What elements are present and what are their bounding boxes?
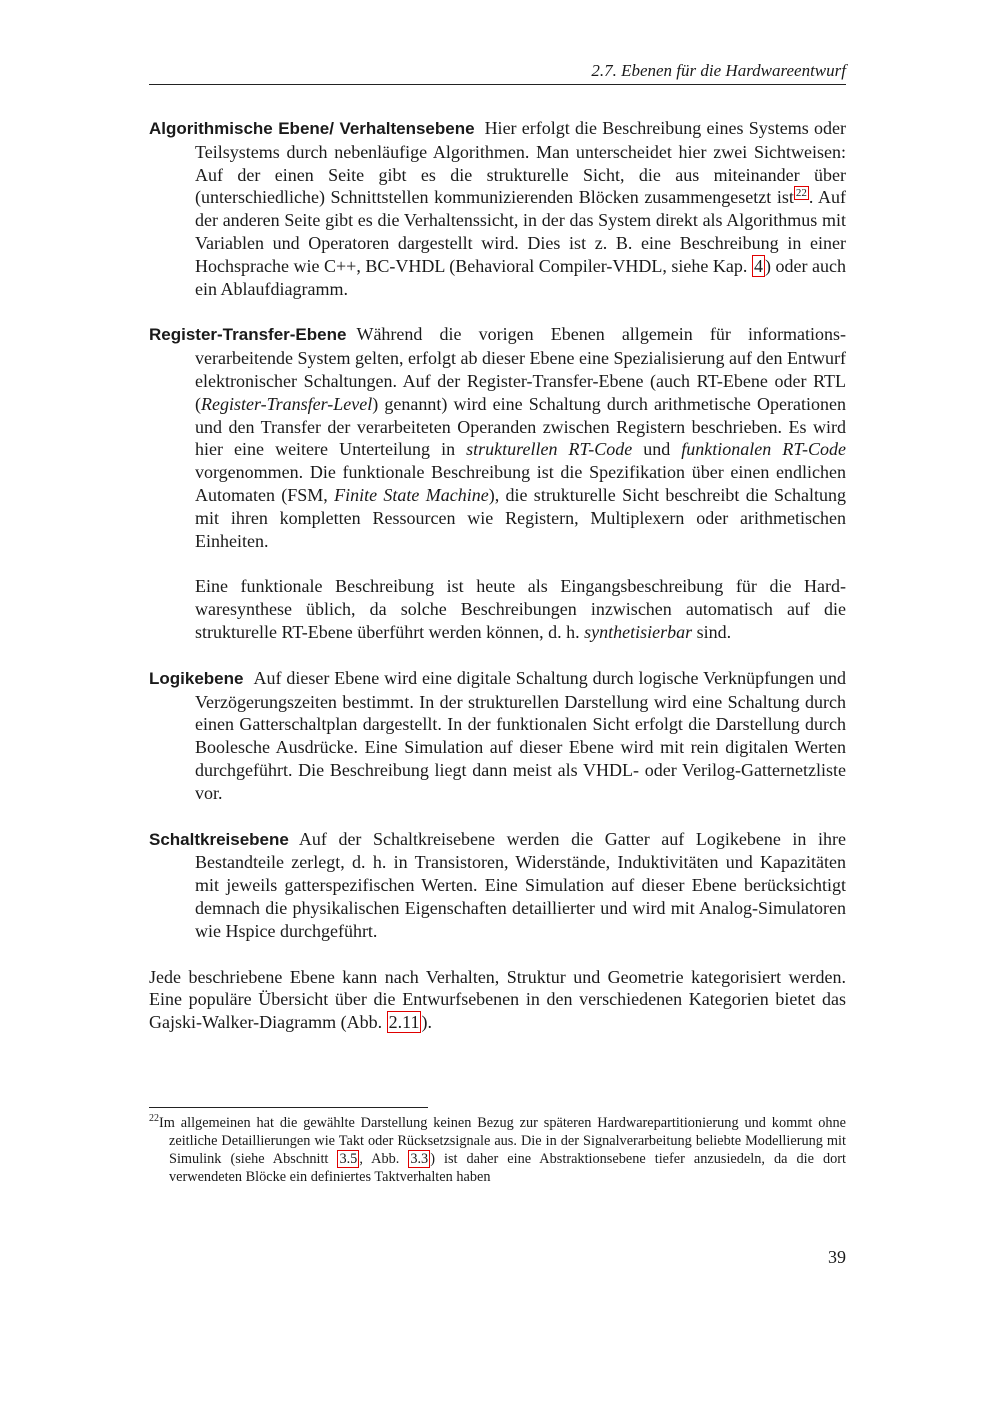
algorithmic-text-1: Hier erfolgt die Beschreibung eines Systems oder Teilsystems durch nebenläufige Algorithmen. Man unterscheidet hier zwei Sichtweisen: Auf der einen Seite gibt es die strukturelle Sicht, die aus miteinander über (unterschiedliche) Schnittstellen kommunizierenden Blöcken zusammengesetzt ist bbox=[195, 118, 847, 208]
term-logic: Logikebene bbox=[149, 668, 244, 688]
closing-paragraph bbox=[149, 966, 846, 1034]
closing-text-1: Jede beschriebene Ebene kann nach Verhalten, Struktur und Geometrie kategorisiert werden. Eine populäre Übersicht über die Entwurfsebenen in den verschiedenen Kategorien bietet das Gajski-Walker-Diagramm (Abb. bbox=[149, 966, 846, 1033]
rtl-text-1: Während die vorigen Ebenen allgemein für informationsverarbeitende System gelten, erfolgt ab dieser Ebene eine Spezialisierung auf den Entwurf elektronischer Schaltungen. Auf der Register-Transfer-Ebene (auch RT-Ebene oder RTL ( bbox=[195, 324, 846, 414]
rtl-italic-4: Finite State Machine bbox=[334, 484, 489, 505]
footnote bbox=[149, 1114, 846, 1186]
rtl-cont-italic: synthetisierbar bbox=[584, 621, 693, 642]
rtl-italic-3: funktionalen RT-Code bbox=[681, 439, 846, 460]
logic-text: Auf dieser Ebene wird eine digitale Schaltung durch logische Verknüpfungen und Verzögerungszeiten bestimmt. In der strukturellen Darstellung wird eine Schaltung durch einen Gatterschaltplan dargestellt. In der funktionalen Sicht erfolgt die Darstellung durch Boolesche Ausdrücke. Eine Simulation auf dieser Ebene wird mit rein digitalen Werten durchgeführt. Die Beschreibung liegt dann meist als VHDL- oder Verilog-Gatternetzliste vor. bbox=[195, 667, 846, 803]
footnote-text-2: , Abb. bbox=[359, 1151, 409, 1167]
body-text bbox=[149, 117, 846, 1034]
rtl-cont-text-2: sind. bbox=[692, 621, 732, 642]
header-rule bbox=[149, 84, 846, 85]
closing-text-2: ). bbox=[421, 1012, 432, 1033]
rtl-cont-text-1: Eine funktionale Beschreibung ist heute als Eingangsbeschreibung für die Hardwaresynthese üblich, da solche Beschreibungen inzwischen automatisch auf die strukturelle RT-Ebene überführt werden können, d. h. bbox=[195, 576, 846, 642]
footnote-number: 22 bbox=[149, 1113, 159, 1125]
chapter-ref-link[interactable]: 4 bbox=[753, 255, 763, 276]
rtl-italic-1: Register-Transfer-Level bbox=[201, 393, 373, 414]
rtl-text-5: ), die strukturelle Sicht beschreibt die Schaltung mit ihren kompletten Ressourcen wie Registern, Multiplexern oder arithmetischen Einheiten. bbox=[195, 484, 846, 551]
section-circuit bbox=[149, 828, 846, 943]
page-number: 39 bbox=[828, 1247, 846, 1267]
footnote-text-3: ) ist daher eine Abstraktionsebene tiefer anzusiedeln, da die dort verwendeten Blöcke ein definiertes Taktverhalten haben bbox=[169, 1151, 846, 1185]
footnote-rule bbox=[149, 1107, 428, 1108]
running-header: 2.7. Ebenen für die Hardwareentwurf bbox=[591, 61, 846, 80]
term-algorithmic: Algorithmische Ebene/ Verhaltensebene bbox=[149, 119, 475, 138]
section-algorithmic bbox=[149, 117, 846, 300]
algorithmic-text-3: ) oder auch ein Ablaufdiagramm. bbox=[195, 255, 846, 299]
rtl-text-3: und bbox=[632, 439, 682, 460]
circuit-text: Auf der Schaltkreisebene werden die Gatter auf Logikebene in ihre Bestandteile zerlegt, d. h. in Transistoren, Widerstände, Induktivitäten und Kapazitäten mit jeweils gatterspezifischen Werten. Eine Simulation auf dieser Ebene berücksichtigt demnach die physikalischen Eigenschaften detaillierter und wird mit Analog-Simulatoren wie Hspice durchgeführt. bbox=[195, 828, 846, 941]
footnote-text-1: Im allgemeinen hat die gewählte Darstellung keinen Bezug zur späteren Hardwarepartitionierung und kommt ohne zeitliche Detaillierungen wie Takt oder Rücksetzsignale aus. Die in der Signalverarbeitung beliebte Modellierung mit Simulink (siehe Abschnitt bbox=[159, 1115, 846, 1167]
rtl-text-2: ) genannt) wird eine Schaltung durch arithmetische Operationen und den Transfer der verarbeiteten Operanden zwischen Registern beschrieben. Es wird hier eine weitere Unterteilung in bbox=[195, 393, 846, 460]
rtl-italic-2: strukturellen RT-Code bbox=[466, 439, 633, 460]
algorithmic-text-2: . Auf der anderen Seite gibt es die Verhaltenssicht, in der das System direkt als Algorithmus mit Variablen und Operatoren dargestellt wird. Dies ist z. B. eine Beschreibung in einer Hochsprache wie C++, BC-VHDL (Behavioral Compiler-VHDL, siehe Kap. bbox=[195, 187, 847, 276]
term-circuit: Schaltkreisebene bbox=[149, 829, 289, 849]
term-rtl: Register-Transfer-Ebene bbox=[149, 325, 347, 345]
footnote-ref-link[interactable] bbox=[794, 186, 809, 200]
figure-ref-link[interactable]: 2.11 bbox=[388, 1012, 420, 1033]
footnote-figure-ref-link[interactable]: 3.3 bbox=[410, 1151, 429, 1167]
footnote-ref-label[interactable]: 22 bbox=[795, 187, 807, 200]
section-rtl bbox=[149, 323, 846, 552]
section-rtl-continuation bbox=[149, 575, 846, 643]
footnote-section-ref-link[interactable]: 3.5 bbox=[339, 1151, 358, 1167]
section-logic bbox=[149, 667, 846, 805]
rtl-text-4: vorgenommen. Die funktionale Beschreibung ist die Spezifikation über einen endlichen Automaten (FSM, bbox=[195, 462, 846, 505]
